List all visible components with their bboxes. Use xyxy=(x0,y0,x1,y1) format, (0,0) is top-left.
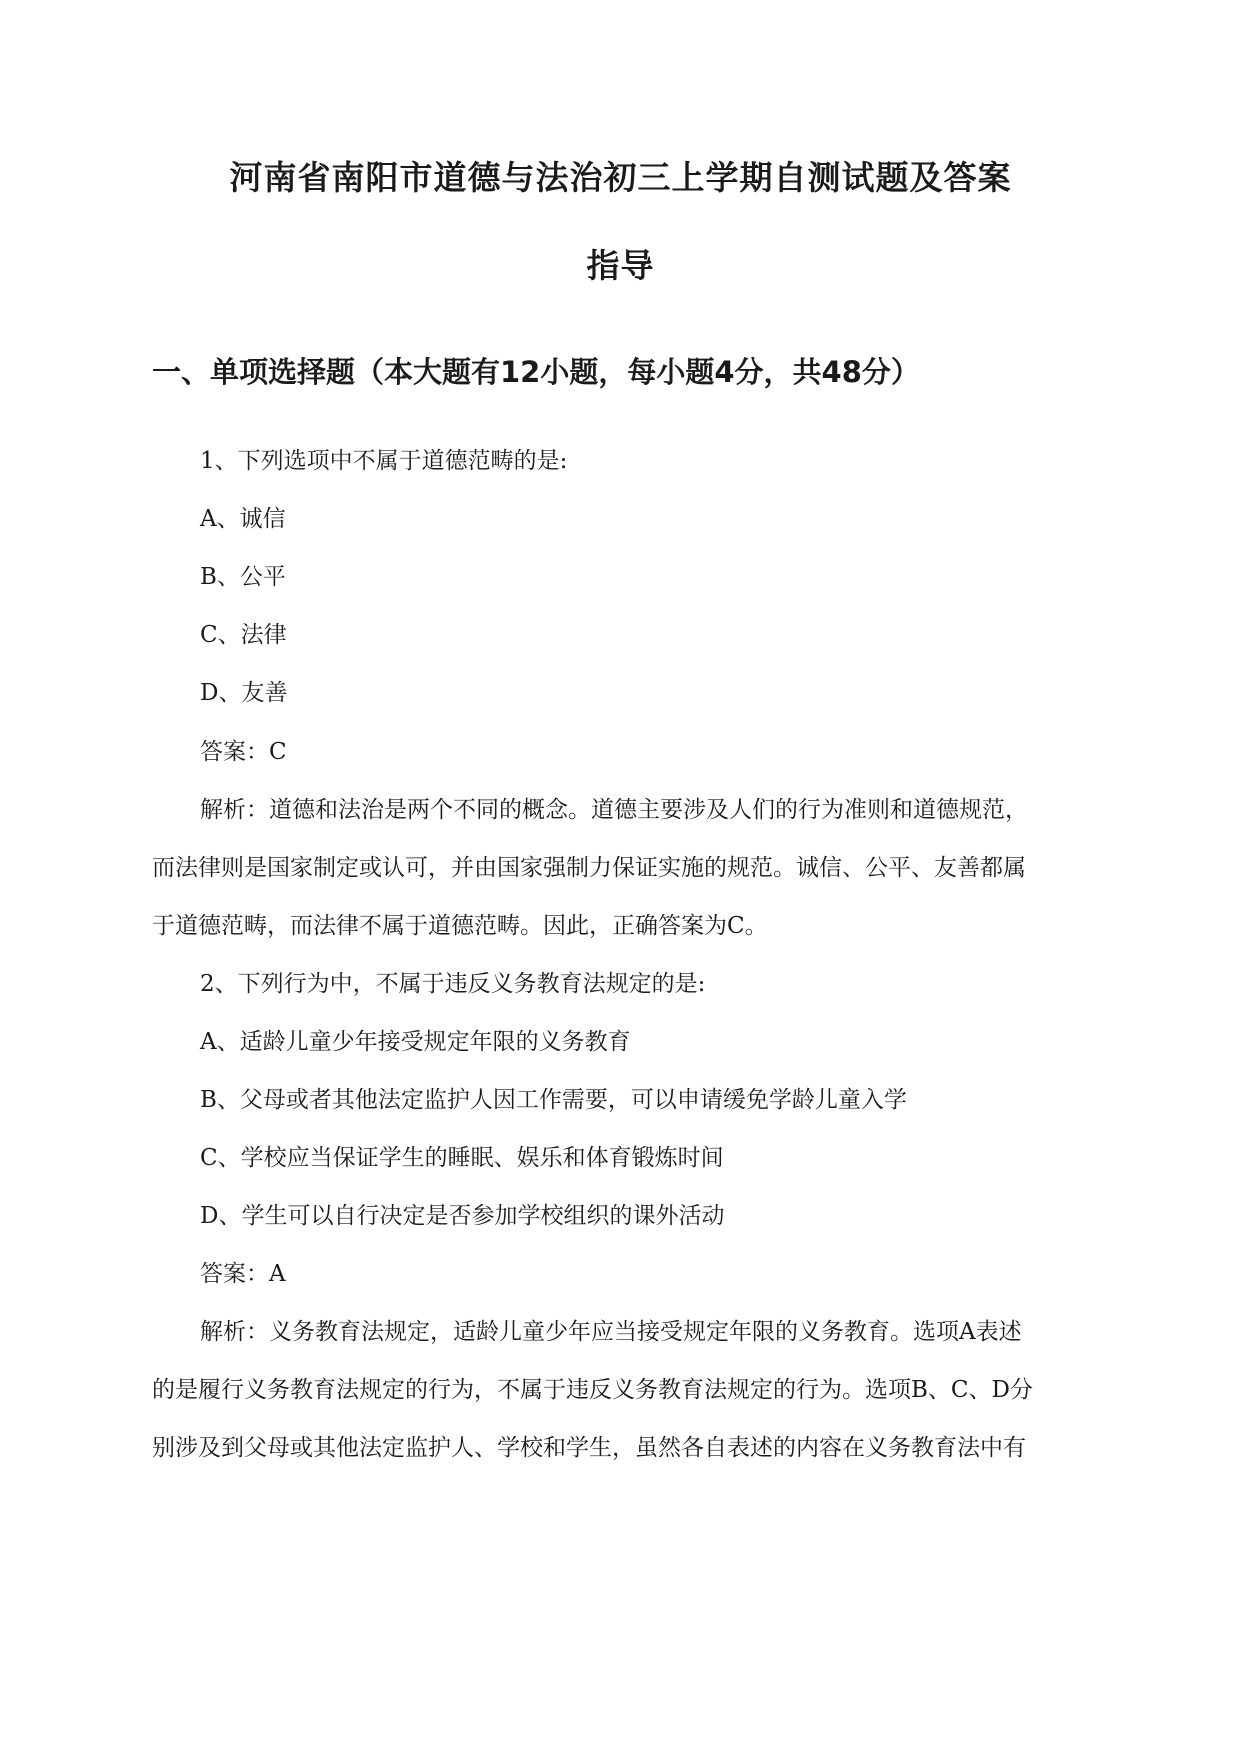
question-1-stem: 1、下列选项中不属于道德范畴的是: xyxy=(200,448,568,474)
question-2-option-b: B、父母或者其他法定监护人因工作需要，可以申请缓免学龄儿童入学 xyxy=(200,1087,907,1113)
document-title-line-1: 河南省南阳市道德与法治初三上学期自测试题及答案 xyxy=(229,158,1012,197)
question-2-option-a: A、适龄儿童少年接受规定年限的义务教育 xyxy=(200,1029,631,1055)
question-2-option-c: C、学校应当保证学生的睡眠、娱乐和体育锻炼时间 xyxy=(200,1145,724,1171)
question-1-option-c: C、法律 xyxy=(200,622,287,648)
question-2-answer: 答案：A xyxy=(200,1261,286,1287)
question-1-option-d: D、友善 xyxy=(200,680,288,706)
question-2-analysis-line-1: 解析：义务教育法规定，适龄儿童少年应当接受规定年限的义务教育。选项A表述 xyxy=(200,1319,1022,1345)
section-heading: 一、单项选择题（本大题有12小题，每小题4分，共48分） xyxy=(152,355,920,389)
question-1-analysis-line-3: 于道德范畴，而法律不属于道德范畴。因此，正确答案为C。 xyxy=(152,913,768,939)
question-2-option-d: D、学生可以自行决定是否参加学校组织的课外活动 xyxy=(200,1203,725,1229)
document-title-line-2: 指导 xyxy=(586,246,655,285)
question-1-option-a: A、诚信 xyxy=(200,506,286,532)
question-2-analysis-line-2: 的是履行义务教育法规定的行为，不属于违反义务教育法规定的行为。选项B、C、D分 xyxy=(152,1377,1033,1403)
question-1-answer: 答案：C xyxy=(200,739,287,765)
question-2-analysis-line-3: 别涉及到父母或其他法定监护人、学校和学生，虽然各自表述的内容在义务教育法中有 xyxy=(152,1435,1026,1461)
question-1-option-b: B、公平 xyxy=(200,564,286,590)
question-1-analysis-line-2: 而法律则是国家制定或认可，并由国家强制力保证实施的规范。诚信、公平、友善都属 xyxy=(152,855,1026,881)
question-1-analysis-line-1: 解析：道德和法治是两个不同的概念。道德主要涉及人们的行为准则和道德规范， xyxy=(200,797,1028,823)
question-2-stem: 2、下列行为中，不属于违反义务教育法规定的是: xyxy=(200,971,706,997)
